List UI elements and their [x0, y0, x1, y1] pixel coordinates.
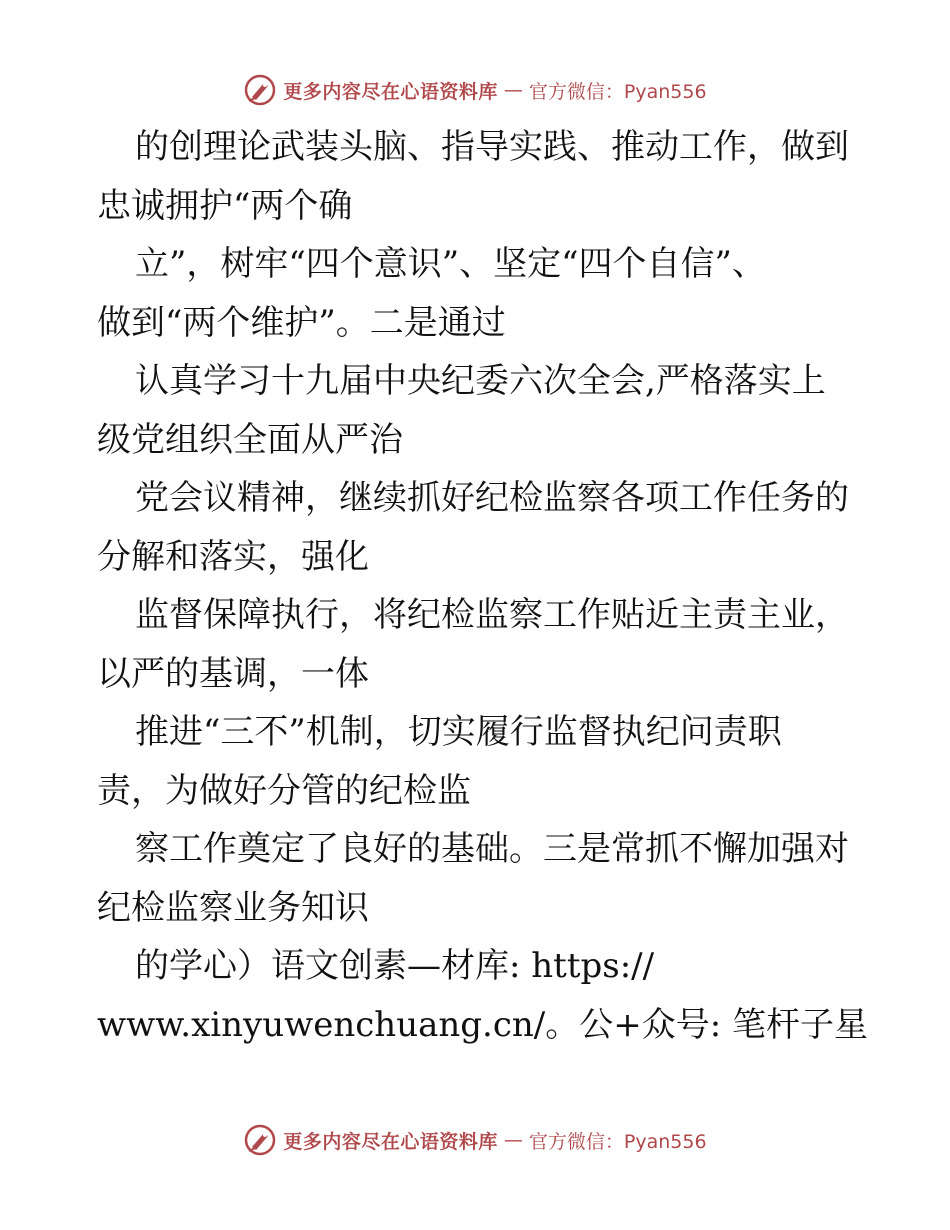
body-line: 立”，树牢“四个意识”、坚定“四个自信”、 — [135, 244, 766, 284]
body-line: 监督保障执行，将纪检监察工作贴近主责主业， — [135, 595, 849, 635]
body-line: 的学心）语文创素—材库: https:// — [135, 946, 655, 986]
footer-banner-content — [243, 1123, 706, 1157]
footer-banner — [0, 1120, 950, 1160]
header-banner-content — [243, 73, 706, 107]
pen-nib-logo-icon — [243, 1123, 277, 1157]
body-line: 做到“两个维护”。二是通过 — [97, 302, 506, 343]
body-line: 级党组织全面从严治 — [97, 419, 403, 460]
body-line: 党会议精神，继续抓好纪检监察各项工作任务的 — [135, 478, 849, 518]
footer-banner-contact: 官方微信：Pyan556 — [528, 1130, 707, 1153]
document-body — [97, 118, 868, 1054]
header-banner-title: 更多内容尽在心语资料库 — [283, 80, 498, 103]
body-line: 以严的基调，一体 — [97, 653, 369, 694]
body-line: 推进“三不”机制，切实履行监督执纪问责职 — [135, 712, 782, 752]
footer-banner-title: 更多内容尽在心语资料库 — [283, 1130, 498, 1153]
body-line: www.xinyuwenchuang.cn/。公+众号: 笔杆子星 — [97, 1004, 868, 1045]
body-line: 责，为做好分管的纪检监 — [97, 770, 471, 811]
body-line: 认真学习十九届中央纪委六次全会,严格落实上 — [135, 361, 826, 401]
header-banner-separator: — — [503, 79, 523, 101]
header-banner-contact: 官方微信：Pyan556 — [528, 80, 707, 103]
body-line: 的创理论武装头脑、指导实践、推动工作，做到 — [135, 127, 849, 167]
pen-nib-logo-icon — [243, 73, 277, 107]
body-line: 分解和落实，强化 — [97, 536, 369, 577]
body-line: 纪检监察业务知识 — [97, 887, 369, 928]
body-line: 察工作奠定了良好的基础。三是常抓不懈加强对 — [135, 829, 849, 869]
header-banner — [0, 70, 950, 110]
footer-banner-separator: — — [503, 1129, 523, 1151]
body-line: 忠诚拥护“两个确 — [97, 185, 353, 226]
